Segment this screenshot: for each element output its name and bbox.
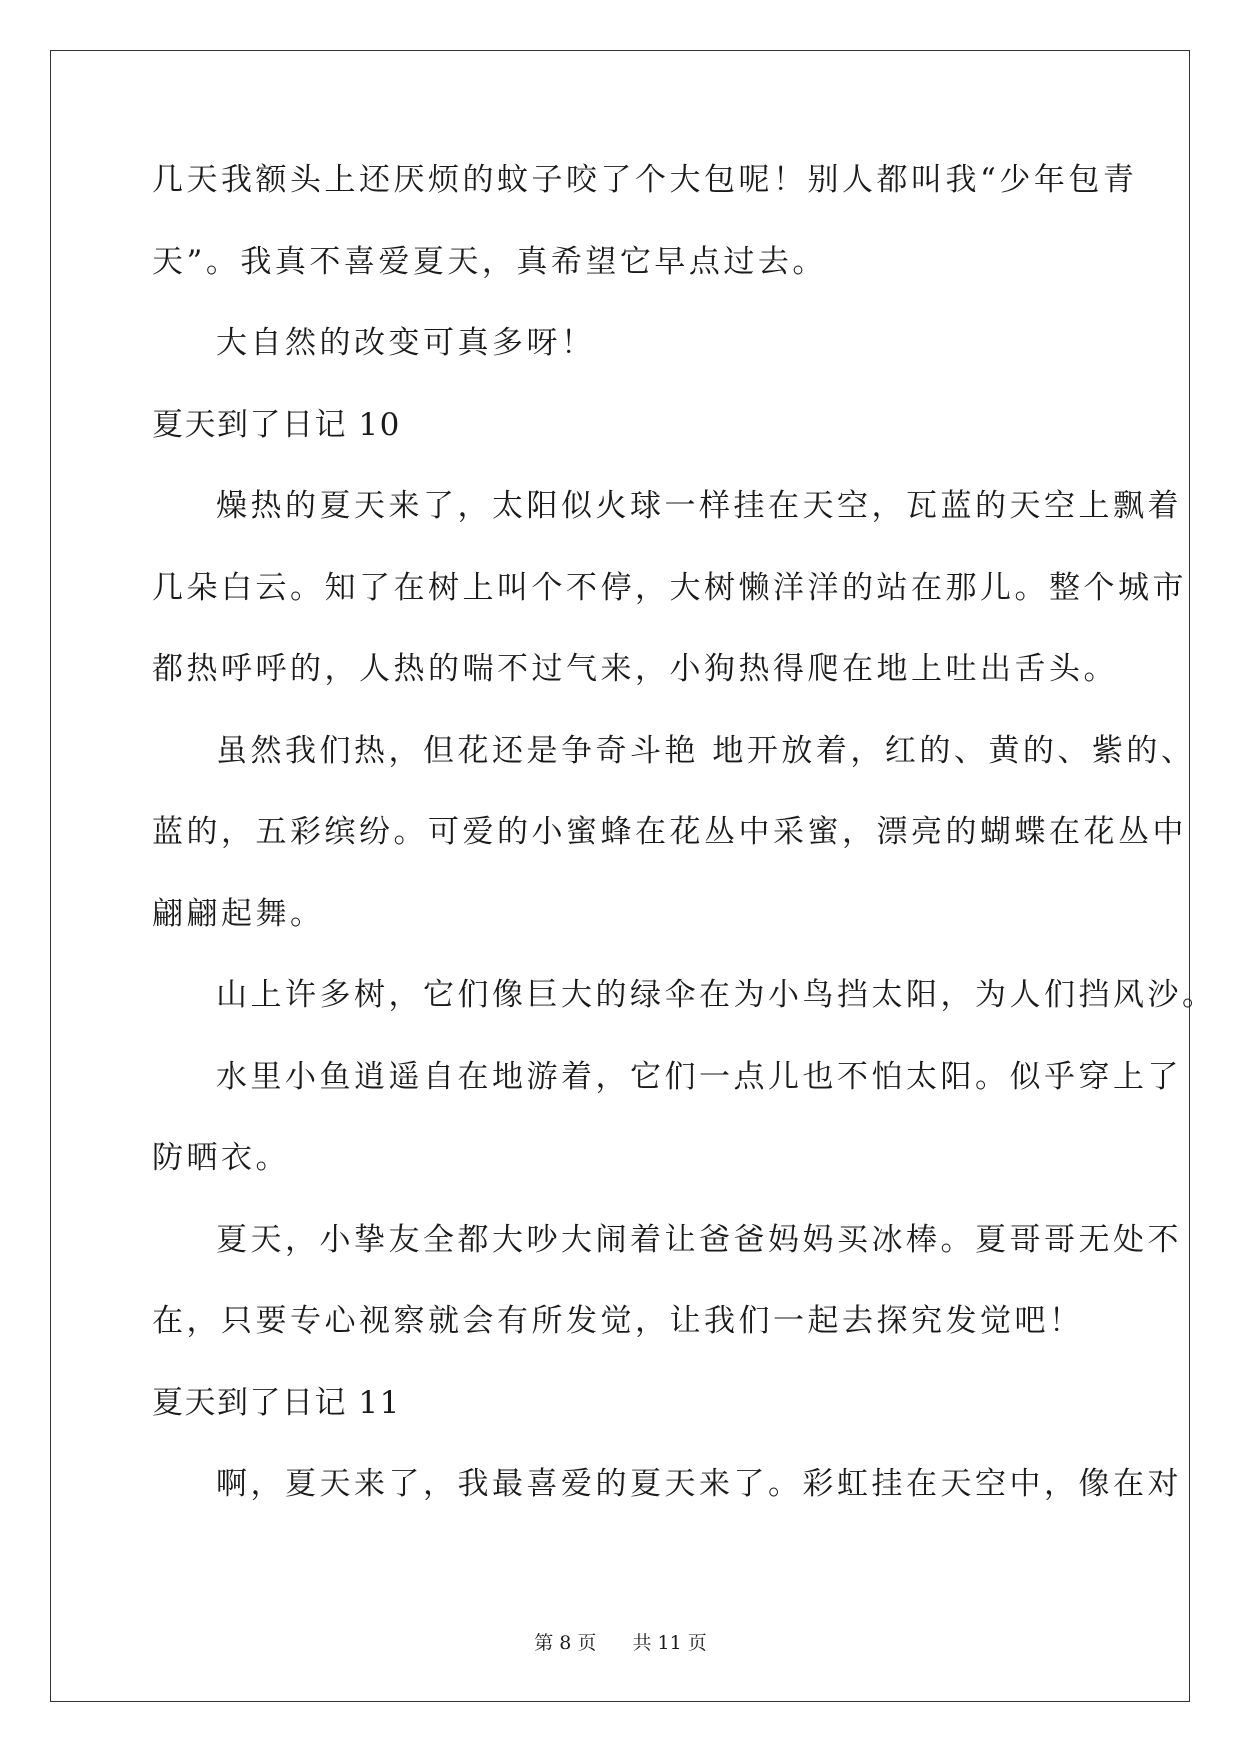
text-line: 翩翩起舞。: [152, 895, 325, 932]
text-line: 几朵白云。知了在树上叫个不停，大树懒洋洋的站在那儿。整个城市: [152, 569, 1187, 606]
section-heading: 夏天到了日记 11: [152, 1384, 401, 1421]
page-total: 共 11 页: [632, 1632, 707, 1654]
document-body: [152, 160, 1217, 1546]
paragraph-line: 夏天，小挚友全都大吵大闹着让爸爸妈妈买冰棒。夏哥哥无处不: [216, 1221, 1182, 1258]
text-line: 天”。我真不喜爱夏天，真希望它早点过去。: [152, 243, 827, 280]
paragraph-line: 燥热的夏天来了，太阳似火球一样挂在天空，瓦蓝的天空上飘着: [216, 488, 1182, 524]
paragraph-line: 山上许多树，它们像巨大的绿伞在为小鸟挡太阳，为人们挡风沙。: [216, 977, 1217, 1013]
paragraph-line: 水里小鱼逍遥自在地游着，它们一点儿也不怕太阳。似乎穿上了: [216, 1058, 1182, 1095]
page-number: 第 8 页: [534, 1632, 597, 1654]
text-line: 在，只要专心视察就会有所发觉，让我们一起去探究发觉吧！: [152, 1303, 1084, 1339]
text-line: 蓝的，五彩缤纷。可爱的小蜜蜂在花丛中采蜜，漂亮的蝴蝶在花丛中: [152, 814, 1187, 850]
paragraph-line: 大自然的改变可真多呀！: [216, 325, 596, 361]
paragraph-line: 啊，夏天来了，我最喜爱的夏天来了。彩虹挂在天空中，像在对: [216, 1466, 1182, 1502]
page-footer: [0, 1628, 1241, 1655]
text-line: 都热呼呼的，人热的喘不过气来，小狗热得爬在地上吐出舌头。: [152, 651, 1118, 687]
section-heading: 夏天到了日记 10: [152, 406, 401, 443]
text-line: 几天我额头上还厌烦的蚊子咬了个大包呢！别人都叫我“少年包青: [152, 162, 1138, 198]
text-line: 防晒衣。: [152, 1140, 290, 1176]
paragraph-line: 虽然我们热，但花还是争奇斗艳 地开放着，红的、黄的、紫的、: [216, 732, 1196, 769]
